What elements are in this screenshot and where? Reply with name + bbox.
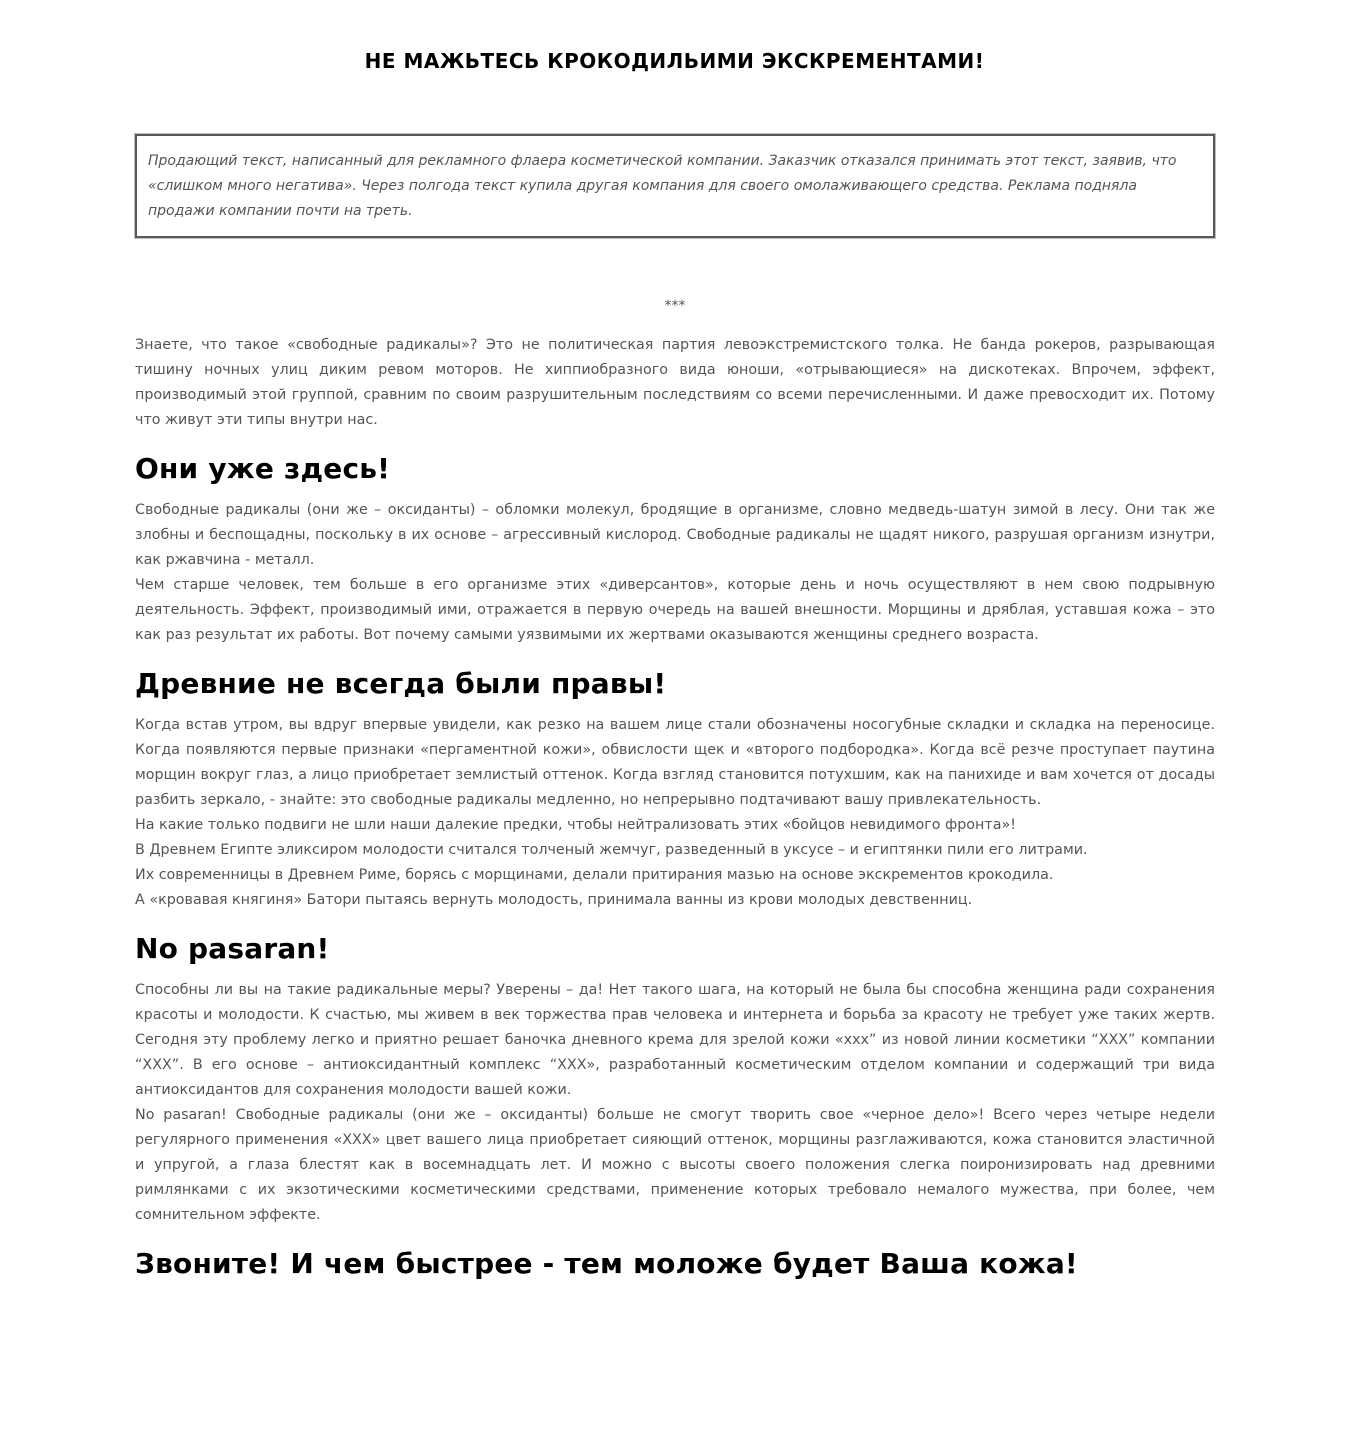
section-2-paragraph-1: Когда встав утром, вы вдруг впервые увидели, как резко на вашем лице стали обозначены носогубные складки и складка на переносице. Когда появляются первые признаки «пергаментной кожи», обвислости щек и «второго подбородка». Когда всё резче проступает паутина морщин вокруг глаз, а лицо приобретает землистый оттенок. Когда взгляд становится потухшим, как на панихиде и вам хочется от досады разбить зеркало, - знайте: это свободные радикалы медленно, но непрерывно подтачивают вашу привлекательность. [135, 717, 1215, 808]
section-2-paragraph-5: А «кровавая княгиня» Батори пытаясь вернуть молодость, принимала ванны из крови молодых девственниц. [135, 892, 973, 908]
section-3-paragraph-2: No pasaran! Свободные радикалы (они же – оксиданты) больше не смогут творить свое «черное дело»! Всего через четыре недели регулярного применения «ХХХ» цвет вашего лица приобретает сияющий оттенок, морщины разглаживаются, кожа становится эластичной и упругой, а глаза блестят как в восемнадцать лет. И можно с высоты своего положения слегка поиронизировать над древними римлянками с их экзотическими косметическими средствами, применение которых требовало немалого мужества, при более, чем сомнительном эффекте. [135, 1107, 1215, 1223]
page-title: НЕ МАЖЬТЕСЬ КРОКОДИЛЬИМИ ЭКСКРЕМЕНТАМИ! [364, 49, 985, 73]
section-1-paragraph-1: Свободные радикалы (они же – оксиданты) – обломки молекул, бродящие в организме, словно медведь-шатун зимой в лесу. Они так же злобны и беспощадны, поскольку в их основе – агрессивный кислород. Свободные радикалы не щадят никого, разрушая организм изнутри, как ржавчина - металл. [135, 502, 1215, 568]
section-2-paragraph-3: В Древнем Египте эликсиром молодости считался толченый жемчуг, разведенный в уксусе – и египтянки пили его литрами. [135, 842, 1088, 858]
section-heading-3: No pasaran! [135, 932, 330, 965]
section-2-paragraph-4: Их современницы в Древнем Риме, борясь с морщинами, делали притирания мазью на основе экскрементов крокодила. [135, 867, 1054, 883]
intro-paragraph: Знаете, что такое «свободные радикалы»? Это не политическая партия левоэкстремистского толка. Не банда рокеров, разрывающая тишину ночных улиц диким ревом моторов. Не хиппиобразного вида юноши, «отрывающиеся» на дискотеках. Впрочем, эффект, производимый этой группой, сравним по своим разрушительным последствиям со всеми перечисленными. И даже превосходит их. Потому что живут эти типы внутри нас. [135, 337, 1215, 428]
article-content [135, 134, 1215, 1284]
separator-stars: *** [664, 298, 686, 314]
editor-note-box: Продающий текст, написанный для рекламного флаера косметической компании. Заказчик отказался принимать этот текст, заявив, что «слишком много негатива». Через полгода текст купила другая компания для своего омолаживающего средства. Реклама подняла продажи компании почти на треть. [135, 134, 1215, 238]
section-heading-1: Они уже здесь! [135, 452, 391, 485]
section-1-paragraph-2: Чем старше человек, тем больше в его организме этих «диверсантов», которые день и ночь осуществляют в нем свою подрывную деятельность. Эффект, производимый ими, отражается в первую очередь на вашей внешности. Морщины и дряблая, уставшая кожа – это как раз результат их работы. Вот почему самыми уязвимыми их жертвами оказываются женщины среднего возраста. [135, 577, 1215, 643]
section-2-paragraph-2: На какие только подвиги не шли наши далекие предки, чтобы нейтрализовать этих «бойцов невидимого фронта»! [135, 817, 1016, 833]
closing-heading: Звоните! И чем быстрее - тем моложе будет Ваша кожа! [135, 1247, 1078, 1280]
section-heading-2: Древние не всегда были правы! [135, 667, 667, 700]
section-3-paragraph-1: Способны ли вы на такие радикальные меры? Уверены – да! Нет такого шага, на который не была бы способна женщина ради сохранения красоты и молодости. К счастью, мы живем в век торжества прав человека и интернета и борьба за красоту не требует уже таких жертв. Сегодня эту проблему легко и приятно решает баночка дневного крема для зрелой кожи «ххх” из новой линии косметики “ХХХ” компании “ХХХ”. В его основе – антиоксидантный комплекс “ХХХ», разработанный косметическим отделом компании и содержащий три вида антиоксидантов для сохранения молодости вашей кожи. [135, 982, 1215, 1098]
